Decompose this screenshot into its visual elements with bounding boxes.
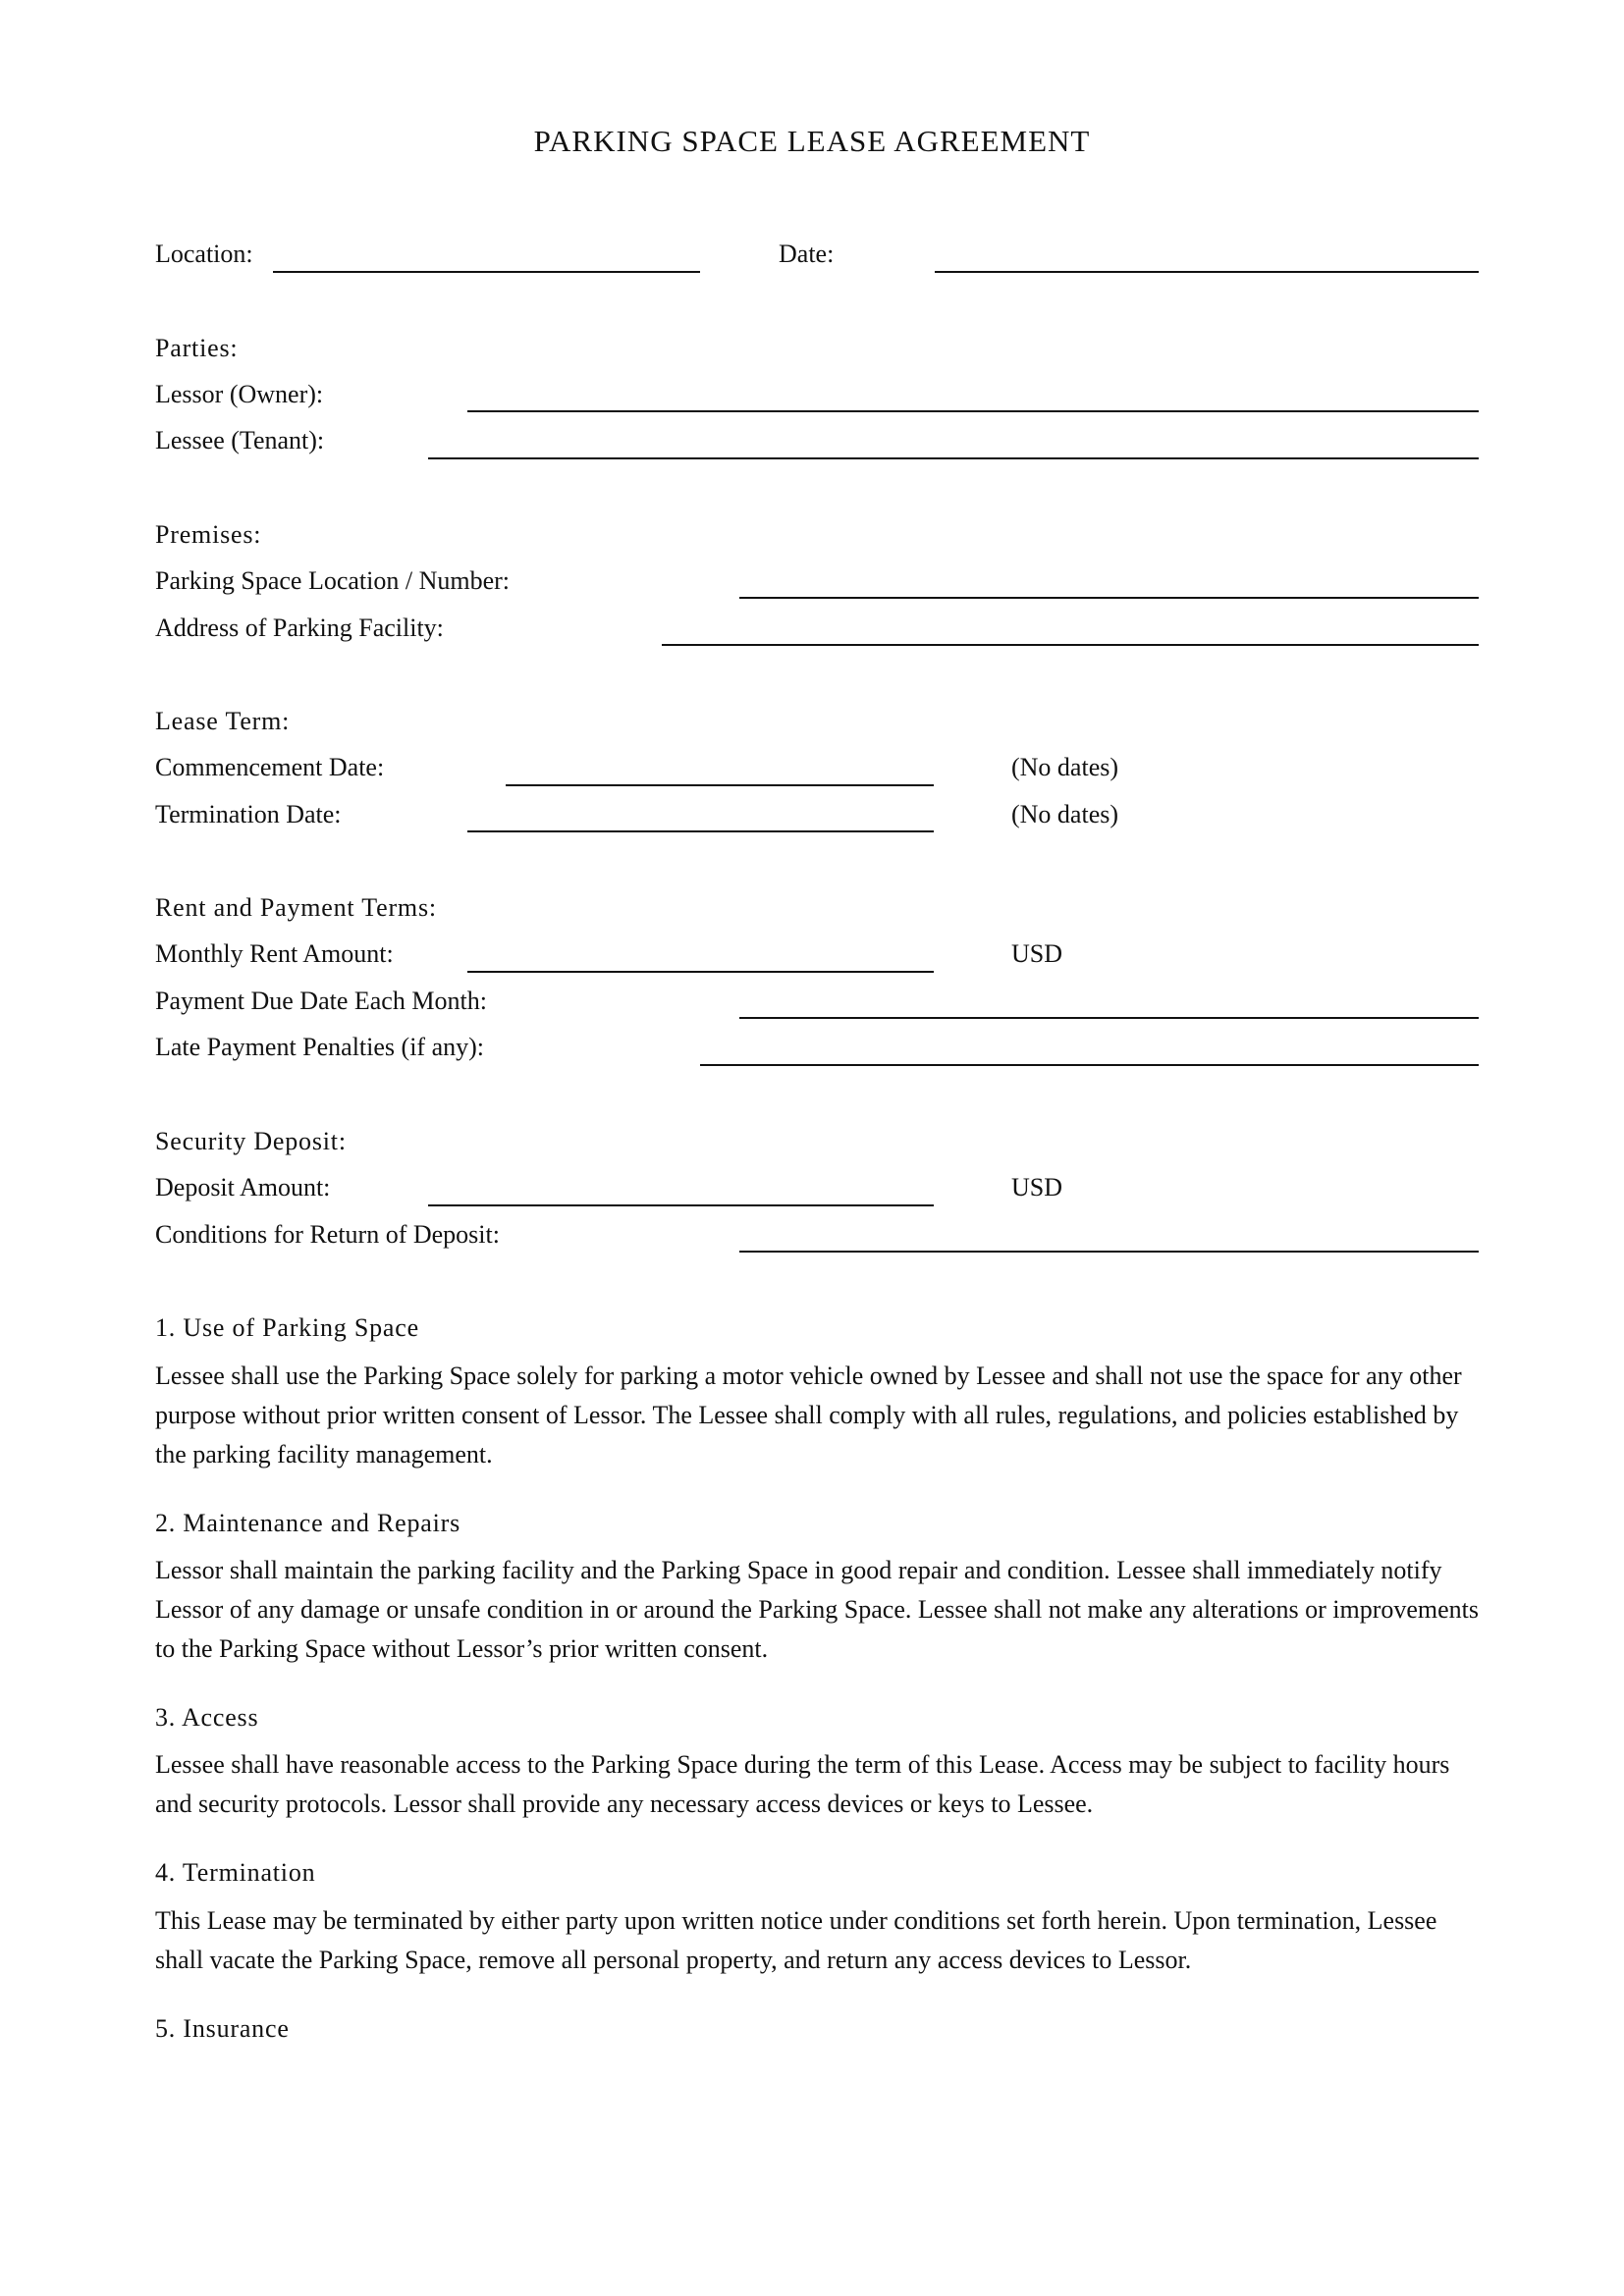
clause-heading: 2. Maintenance and Repairs <box>155 1509 461 1537</box>
monthly-rent-field[interactable] <box>467 971 934 973</box>
deposit-amount-currency: USD <box>1011 1173 1063 1201</box>
clause-text: This Lease may be terminated by either party upon written notice under conditions set forth herein. Upon termination, Lessee shall vacate the Parking Space, remove all personal property, and return any access devices to Lessor. <box>155 1906 1437 1974</box>
deposit-amount-field[interactable] <box>428 1204 934 1206</box>
space-location-label: Parking Space Location / Number: <box>155 566 511 595</box>
monthly-rent-currency: USD <box>1011 939 1063 968</box>
commencement-label: Commencement Date: <box>155 753 385 781</box>
termination-note: (No dates) <box>1011 800 1119 828</box>
date-field[interactable] <box>935 271 1479 273</box>
rent-heading: Rent and Payment Terms: <box>155 893 437 922</box>
deposit-conditions-label: Conditions for Return of Deposit: <box>155 1220 500 1249</box>
clause-text: Lessee shall use the Parking Space solely for parking a motor vehicle owned by Lessee and shall not use the space for any other purpose without prior written consent of Lessor. The Lessee shall comply with all rules, regulations, and policies established by the parking facility management. <box>155 1362 1462 1468</box>
deposit-amount-label: Deposit Amount: <box>155 1173 331 1201</box>
payment-due-field[interactable] <box>739 1017 1479 1019</box>
location-label: Location: <box>155 240 253 268</box>
commencement-field[interactable] <box>506 784 934 786</box>
lessor-label: Lessor (Owner): <box>155 380 324 408</box>
lessee-label: Lessee (Tenant): <box>155 426 325 454</box>
location-field[interactable] <box>273 271 700 273</box>
deposit-heading: Security Deposit: <box>155 1127 347 1155</box>
monthly-rent-label: Monthly Rent Amount: <box>155 939 394 968</box>
late-penalty-field[interactable] <box>700 1064 1479 1066</box>
clause-text: Lessee shall have reasonable access to the Parking Space during the term of this Lease. Access may be subject to facility hours and security protocols. Lessor shall provide any necessary access devices or keys to Lessee. <box>155 1750 1450 1818</box>
lease-term-heading: Lease Term: <box>155 707 291 735</box>
clause-heading: 5. Insurance <box>155 2014 290 2043</box>
late-penalty-label: Late Payment Penalties (if any): <box>155 1033 485 1061</box>
termination-label: Termination Date: <box>155 800 342 828</box>
clause-text: Lessor shall maintain the parking facility and the Parking Space in good repair and condition. Lessee shall immediately notify Lessor of any damage or unsafe condition in or around the Parking Space. Lessee shall not make any alterations or improvements to the Parking Space without Lessor’s prior written consent. <box>155 1556 1480 1663</box>
clause-heading: 3. Access <box>155 1703 259 1732</box>
parties-heading: Parties: <box>155 334 239 362</box>
deposit-conditions-field[interactable] <box>739 1251 1479 1253</box>
facility-address-label: Address of Parking Facility: <box>155 614 444 642</box>
document-title: PARKING SPACE LEASE AGREEMENT <box>533 124 1091 158</box>
date-label: Date: <box>779 240 835 268</box>
clause-heading: 4. Termination <box>155 1858 316 1887</box>
lessor-field[interactable] <box>467 410 1479 412</box>
space-location-field[interactable] <box>739 597 1479 599</box>
commencement-note: (No dates) <box>1011 753 1119 781</box>
payment-due-label: Payment Due Date Each Month: <box>155 987 487 1015</box>
clause-heading: 1. Use of Parking Space <box>155 1313 419 1342</box>
termination-field[interactable] <box>467 830 934 832</box>
premises-heading: Premises: <box>155 520 262 549</box>
lessee-field[interactable] <box>428 457 1479 459</box>
facility-address-field[interactable] <box>662 644 1479 646</box>
